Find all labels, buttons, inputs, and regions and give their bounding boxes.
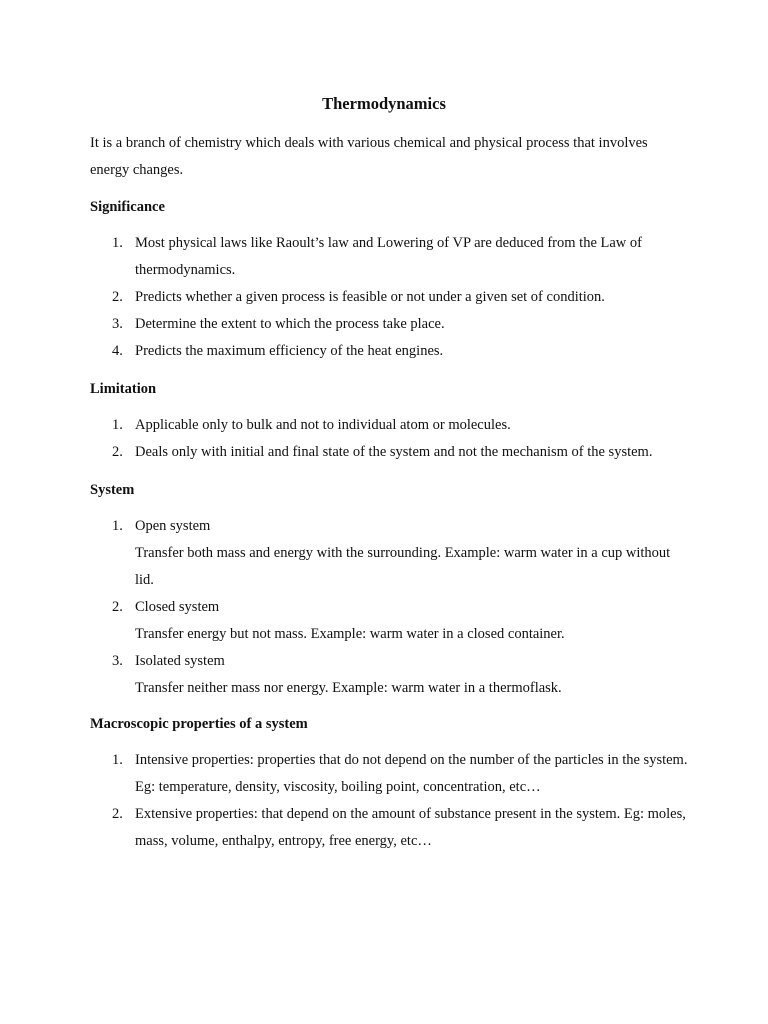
list-item-detail: Transfer energy but not mass. Example: warm water in a closed container. bbox=[135, 626, 565, 642]
list-item-text: Predicts the maximum efficiency of the heat engines. bbox=[135, 343, 444, 359]
list-item bbox=[90, 311, 690, 338]
significance-list bbox=[90, 230, 690, 365]
list-item-text: Closed system bbox=[135, 599, 220, 615]
list-number: 1. bbox=[112, 235, 123, 251]
intro-paragraph: It is a branch of chemistry which deals with various chemical and physical process that involves energy changes. bbox=[90, 135, 648, 178]
list-item bbox=[90, 338, 690, 365]
system-list bbox=[90, 513, 690, 702]
list-item-detail: Transfer both mass and energy with the surrounding. Example: warm water in a cup without lid. bbox=[135, 545, 671, 588]
macroscopic-list bbox=[90, 747, 690, 855]
list-item-text: Applicable only to bulk and not to individual atom or molecules. bbox=[135, 417, 511, 433]
section-heading-significance: Significance bbox=[90, 199, 165, 215]
list-item bbox=[90, 513, 690, 594]
list-item-text: Determine the extent to which the process take place. bbox=[135, 316, 445, 332]
list-item bbox=[90, 230, 690, 284]
list-number: 2. bbox=[112, 806, 123, 822]
list-number: 1. bbox=[112, 752, 123, 768]
list-item bbox=[90, 284, 690, 311]
list-number: 4. bbox=[112, 343, 123, 359]
section-heading-macroscopic: Macroscopic properties of a system bbox=[90, 716, 308, 732]
list-item-text: Most physical laws like Raoult’s law and Lowering of VP are deduced from the Law of thermodynamics. bbox=[135, 235, 642, 278]
list-item-detail: Transfer neither mass nor energy. Example: warm water in a thermoflask. bbox=[135, 680, 562, 696]
list-item bbox=[90, 594, 690, 648]
list-number: 2. bbox=[112, 599, 123, 615]
list-item-text: Deals only with initial and final state of the system and not the mechanism of the system. bbox=[135, 444, 653, 460]
list-item-text: Predicts whether a given process is feasible or not under a given set of condition. bbox=[135, 289, 605, 305]
list-number: 3. bbox=[112, 316, 123, 332]
list-number: 3. bbox=[112, 653, 123, 669]
list-item bbox=[90, 648, 690, 702]
list-number: 1. bbox=[112, 417, 123, 433]
limitation-list bbox=[90, 412, 690, 466]
section-heading-system: System bbox=[90, 482, 135, 498]
list-number: 2. bbox=[112, 289, 123, 305]
list-item bbox=[90, 412, 690, 439]
list-number: 2. bbox=[112, 444, 123, 460]
list-item bbox=[90, 801, 690, 855]
list-item bbox=[90, 439, 690, 466]
page-title: Thermodynamics bbox=[322, 94, 446, 113]
section-heading-limitation: Limitation bbox=[90, 381, 157, 397]
list-item-text: Intensive properties: properties that do not depend on the number of the particles in the system. Eg: temperature, density, viscosity, boiling point, concentration, etc… bbox=[135, 752, 688, 795]
list-item-text: Isolated system bbox=[135, 653, 225, 669]
list-item-text: Open system bbox=[135, 518, 211, 534]
list-number: 1. bbox=[112, 518, 123, 534]
list-item bbox=[90, 747, 690, 801]
list-item-text: Extensive properties: that depend on the amount of substance present in the system. Eg: moles, mass, volume, enthalpy, entropy, free energy, etc… bbox=[135, 806, 686, 849]
